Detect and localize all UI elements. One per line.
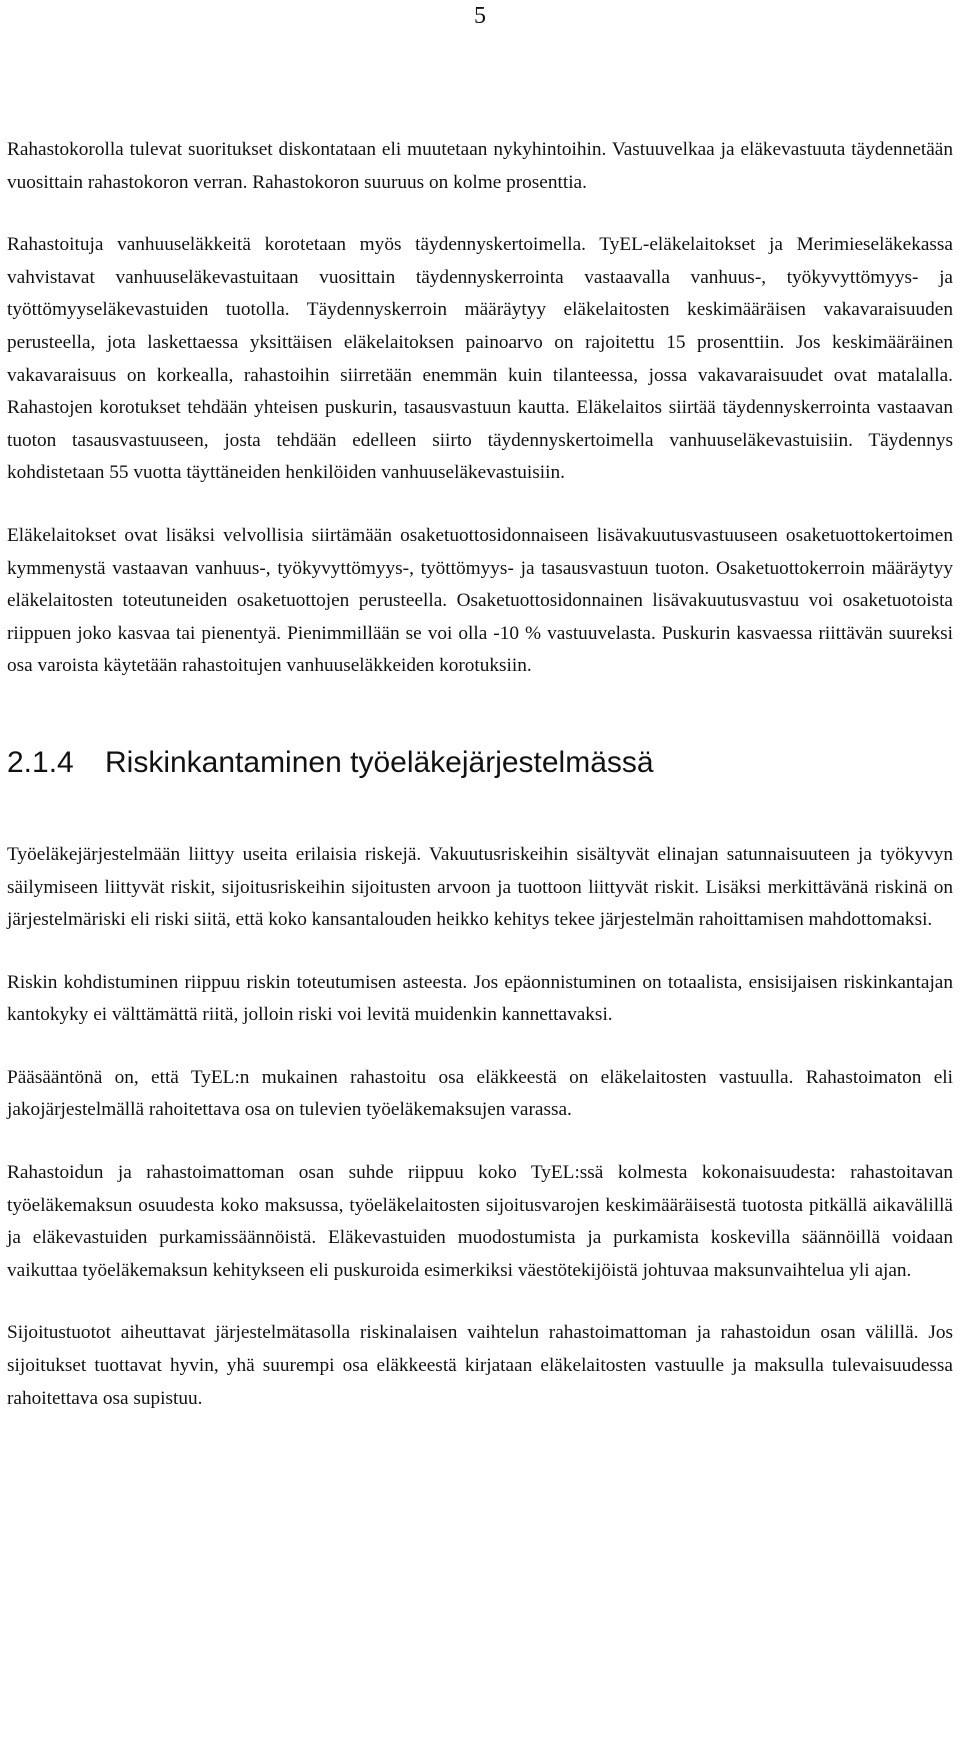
paragraph-investment-returns: Sijoitustuotot aiheuttavat järjestelmätasolla riskinalaisen vaihtelun rahastoimattoman ja rahastoidun osan välillä. Jos sijoitukset tuottavat hyvin, yhä suurempi osa eläkkeestä kirjataan eläkelaitosten vastuulle ja maksulla tulevaisuudessa rahoitettava osa supistuu. [7,1322,953,1409]
paragraph-main-rule: Pääsääntönä on, että TyEL:n mukainen rahastoitu osa eläkkeestä on eläkelaitosten vastuulla. Rahastoimaton eli jakojärjestelmällä rahoitettava osa on tulevien työeläkemaksujen varassa. [7,1066,953,1121]
section-number: 2.1.4 [7,745,74,779]
paragraph-funding-ratio: Rahastoidun ja rahastoimattoman osan suhde riippuu koko TyEL:ssä kolmesta kokonaisuudesta: rahastoitavan työeläkemaksun osuudesta koko maksussa, työeläkelaitosten sijoitusvarojen keskimääräisestä tuotosta pitkällä aikavälillä ja eläkevastuiden purkamissäännöistä. Eläkevastuiden muodostumista ja purkamista koskevilla säännöillä voidaan vaikuttaa työeläkemaksun kehitykseen eli puskuroida esimerkiksi väestötekijöistä johtuvaa maksunvaihtelua yli ajan. [7,1162,953,1281]
paragraph-discounting: Rahastokorolla tulevat suoritukset diskontataan eli muutetaan nykyhintoihin. Vastuuvelkaa ja eläkevastuuta täydennetään vuosittain rahastokoron verran. Rahastokoron suuruus on kolme prosenttia. [7,139,953,193]
page-number: 5 [474,3,486,29]
paragraph-risk-allocation: Riskin kohdistuminen riippuu riskin toteutumisen asteesta. Jos epäonnistuminen on totaalista, ensisijaisen riskinkantajan kantokyky ei välttämättä riitä, jolloin riski voi levitä muidenkin kannettavaksi. [7,971,953,1026]
body-text [7,134,953,1445]
section-heading [7,745,953,781]
section-title: Riskinkantaminen työeläkejärjestelmässä [105,745,654,779]
paragraph-risks: Työeläkejärjestelmään liittyy useita erilaisia riskejä. Vakuutusriskeihin sisältyvät elinajan satunnaisuuteen ja työkyvyn säilymiseen liittyvät riskit, sijoitusriskeihin sijoitusten arvoon ja tuottoon liittyvät riskit. Lisäksi merkittävänä riskinä on järjestelmäriski eli riski siitä, että koko kansantalouden heikko kehitys tekee järjestelmän rahoittamisen mahdottomaksi. [7,843,953,931]
paragraph-supplementary-coefficient: Rahastoituja vanhuuseläkkeitä korotetaan myös täydennyskertoimella. TyEL-eläkelaitokset ja Merimieseläkekassa vahvistavat vanhuuseläkevastuitaan vuosittain täydennyskerrointa vastaavalla vanhuus-, työkyvyttömyys- ja työttömyyseläkevastuiden tuotolla. Täydennyskerroin määräytyy eläkelaitosten keskimääräisen vakavaraisuuden perusteella, jota laskettaessa yksittäisen eläkelaitoksen painoarvo on rajoitettu 15 prosenttiin. Jos keskimääräinen vakavaraisuus on korkealla, rahastoihin siirretään enemmän kuin tilanteessa, jossa vakavaraisuudet ovat matalalla. Rahastojen korotukset tehdään yhteisen puskurin, tasausvastuun kautta. Eläkelaitos siirtää täydennyskerrointa vastaavan tuoton tasausvastuuseen, josta tehdään edelleen siirto täydennyskertoimella vanhuuseläkevastuisiin. Täydennys kohdistetaan 55 vuotta täyttäneiden henkilöiden vanhuuseläkevastuisiin. [7,234,953,484]
paragraph-equity-linked-buffer: Eläkelaitokset ovat lisäksi velvollisia siirtämään osaketuottosidonnaiseen lisävakuutusvastuuseen osaketuottokertoimen kymmenystä vastaavan vanhuus-, työkyvyttömyys-, työttömyys- ja tasausvastuun tuoton. Osaketuottokerroin määräytyy eläkelaitosten toteutuneiden osaketuottojen perusteella. Osaketuottosidonnainen lisävakuutusvastuu voi osaketuotoista riippuen joko kasvaa tai pienentyä. Pienimmillään se voi olla -10 % vastuuvelasta. Puskurin kasvaessa riittävän suureksi osa varoista käytetään rahastoitujen vanhuuseläkkeiden korotuksiin. [7,524,953,677]
